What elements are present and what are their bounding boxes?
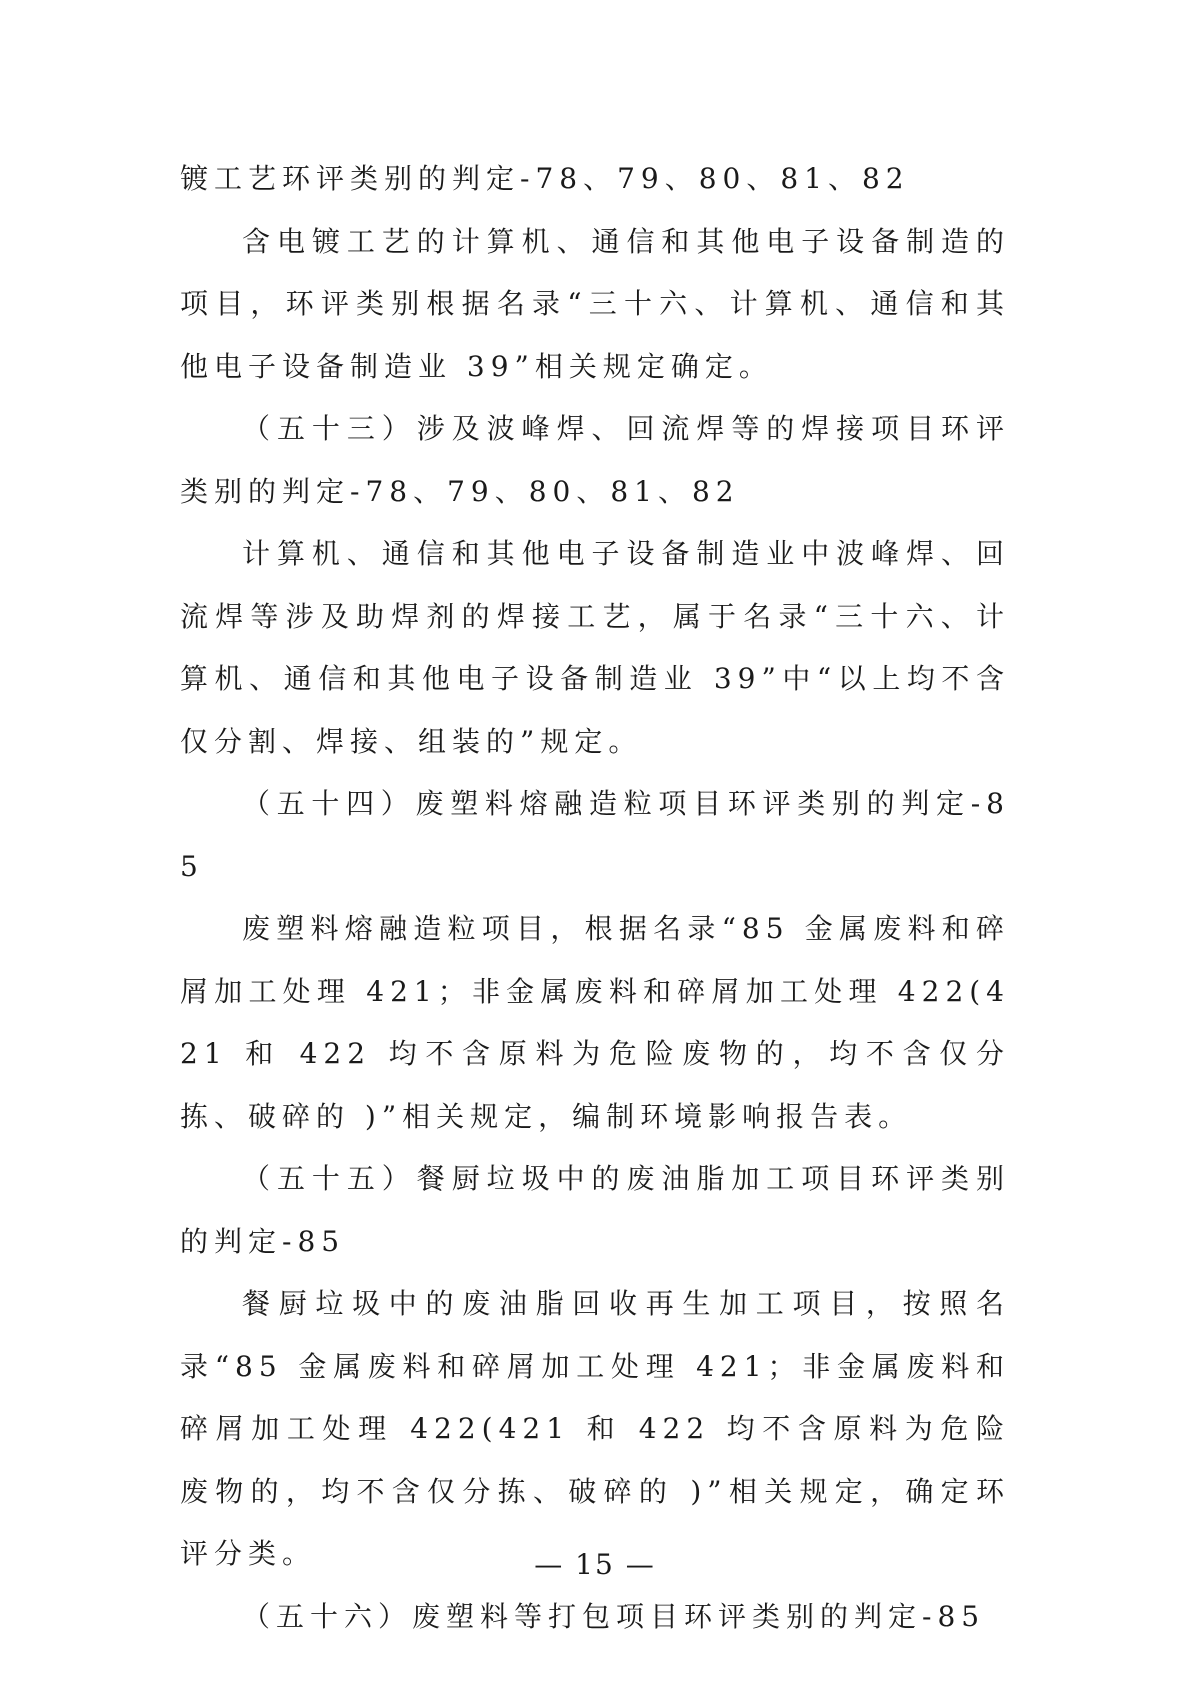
section-heading-54: （五十四）废塑料熔融造粒项目环评类别的判定-85 [180, 787, 1010, 883]
paragraph-8: 餐厨垃圾中的废油脂回收再生加工项目，按照名录“85 金属废料和碎屑加工处理 421；非金属废料和碎屑加工处理 422(421 和 422 均不含原料为危险废物的，均不含仅分拣、破碎的 )”相关规定，确定环评分类。 [180, 1287, 1010, 1570]
paragraph-6: 废塑料熔融造粒项目，根据名录“85 金属废料和碎屑加工处理 421；非金属废料和碎屑加工处理 422(421 和 422 均不含原料为危险废物的，均不含仅分拣、破碎的 )”相关规定，编制环境影响报告表。 [180, 912, 1010, 1133]
paragraph-1: 镀工艺环评类别的判定-78、79、80、81、82 [180, 162, 910, 195]
section-heading-55: （五十五）餐厨垃圾中的废油脂加工项目环评类别的判定-85 [180, 1162, 1010, 1258]
paragraph-2: 含电镀工艺的计算机、通信和其他电子设备制造的项目，环评类别根据名录“三十六、计算机、通信和其他电子设备制造业 39”相关规定确定。 [180, 224, 1010, 383]
body-text [180, 148, 1010, 1648]
section-heading-53: （五十三）涉及波峰焊、回流焊等的焊接项目环评类别的判定-78、79、80、81、82 [180, 412, 1010, 508]
section-heading-56: （五十六）废塑料等打包项目环评类别的判定-85 [242, 1599, 986, 1633]
paragraph-4: 计算机、通信和其他电子设备制造业中波峰焊、回流焊等涉及助焊剂的焊接工艺，属于名录“三十六、计算机、通信和其他电子设备制造业 39”中“以上均不含仅分割、焊接、组装的”规定。 [180, 537, 1010, 758]
page-number: — 15 — [534, 1548, 656, 1581]
